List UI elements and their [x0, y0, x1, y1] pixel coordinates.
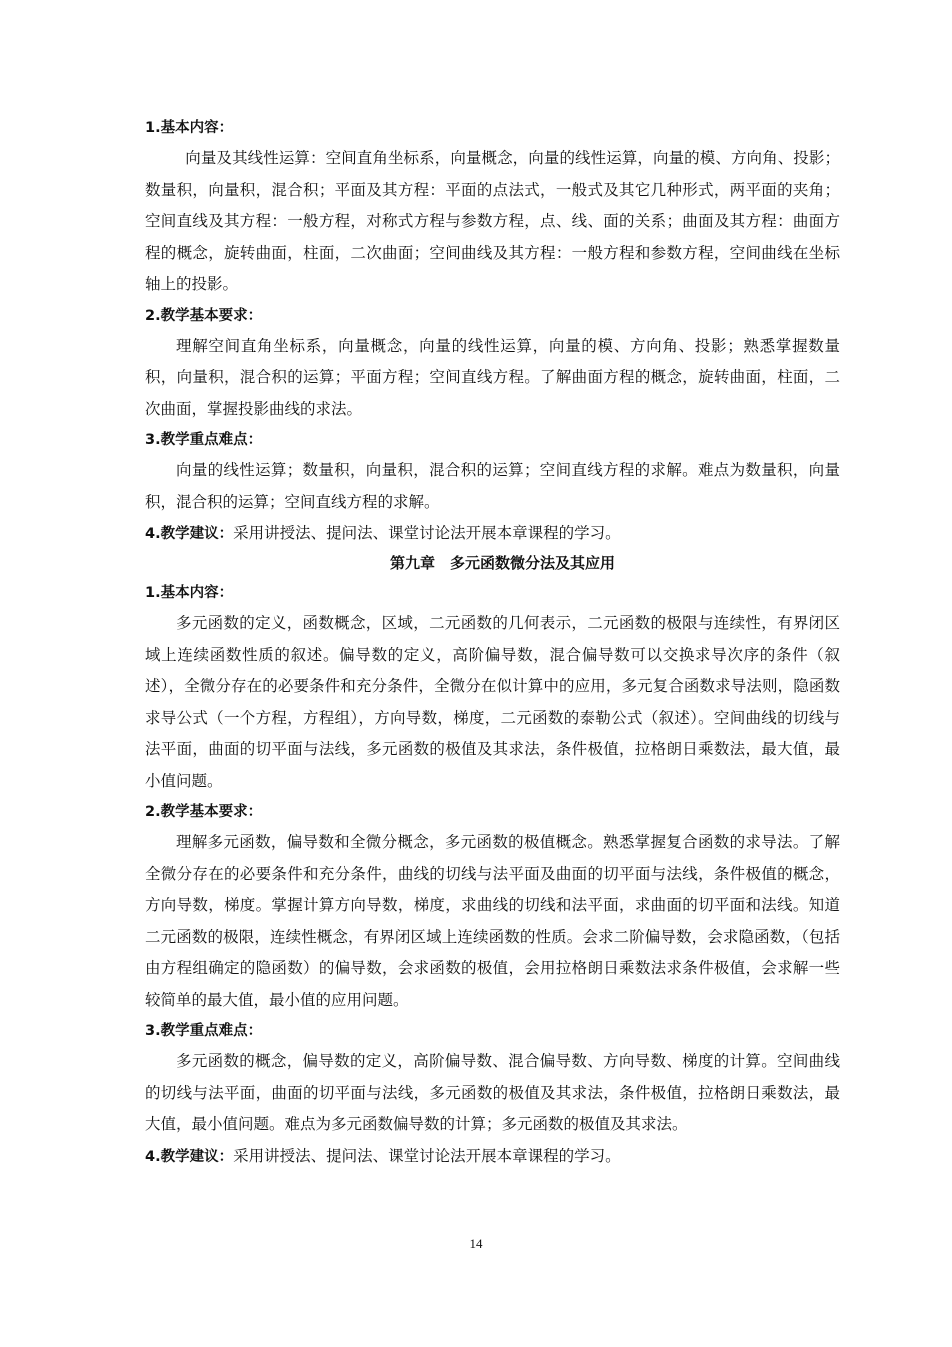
- chapter9-paragraph-teaching-requirements: 理解多元函数，偏导数和全微分概念，多元函数的极值概念。熟悉掌握复合函数的求导法。了解全微分存在的必要条件和充分条件，曲线的切线与法平面及曲面的切平面与法线，条件极值的概念，方向导数，梯度。掌握计算方向导数，梯度，求曲线的切线和法平面，求曲面的切平面和法线。知道二元函数的极限，连续性概念，有界闭区域上连续函数的性质。会求二阶偏导数，会求隐函数，（包括由方程组确定的隐函数）的偏导数，会求函数的极值，会用拉格朗日乘数法求条件极值，会求解一些较简单的最大值，最小值的应用问题。: [145, 833, 840, 1009]
- section-heading-teaching-requirements: 2.教学基本要求：: [145, 307, 263, 324]
- teaching-suggestion-line: [145, 518, 840, 548]
- section-heading-teaching-suggestion: 4.教学建议：: [145, 526, 234, 542]
- section-heading-basic-content: 1.基本内容：: [145, 120, 234, 136]
- chapter9-teaching-suggestion-text: 采用讲授法、提问法、课堂讨论法开展本章课程的学习。: [233, 1146, 621, 1165]
- paragraph-teaching-requirements: 理解空间直角坐标系，向量概念，向量的线性运算，向量的模、方向角、投影；熟悉掌握数量积，向量积，混合积的运算；平面方程；空间直线方程。了解曲面方程的概念，旋转曲面，柱面，二次曲面，掌握投影曲线的求法。: [145, 336, 840, 418]
- chapter9-heading-teaching-requirements: 2.教学基本要求：: [145, 804, 263, 820]
- chapter-title: 第九章 多元函数微分法及其应用: [389, 554, 615, 572]
- chapter9-teaching-suggestion-line: [145, 1141, 840, 1171]
- page-content: [145, 113, 840, 1171]
- paragraph-key-points: 向量的线性运算；数量积，向量积，混合积的运算；空间直线方程的求解。难点为数量积，向量积，混合积的运算；空间直线方程的求解。: [145, 461, 840, 511]
- chapter9-heading-key-points: 3.教学重点难点：: [145, 1023, 263, 1039]
- page-number: 14: [469, 1236, 483, 1251]
- chapter9-heading-basic-content: 1.基本内容：: [145, 585, 234, 601]
- chapter9-paragraph-key-points: 多元函数的概念，偏导数的定义，高阶偏导数、混合偏导数、方向导数、梯度的计算。空间曲线的切线与法平面，曲面的切平面与法线，多元函数的极值及其求法，条件极值，拉格朗日乘数法，最大值，最小值问题。难点为多元函数偏导数的计算；多元函数的极值及其求法。: [145, 1052, 840, 1133]
- chapter9-heading-teaching-suggestion: 4.教学建议：: [145, 1148, 234, 1165]
- section-heading-key-points: 3.教学重点难点：: [145, 432, 263, 448]
- teaching-suggestion-text: 采用讲授法、提问法、课堂讨论法开展本章课程的学习。: [233, 524, 621, 542]
- paragraph-basic-content: 向量及其线性运算：空间直角坐标系，向量概念，向量的线性运算，向量的模、方向角、投影；数量积，向量积，混合积；平面及其方程：平面的点法式，一般式及其它几种形式，两平面的夹角；空间直线及其方程：一般方程，对称式方程与参数方程，点、线、面的关系；曲面及其方程：曲面方程的概念，旋转曲面，柱面，二次曲面；空间曲线及其方程：一般方程和参数方程，空间曲线在坐标轴上的投影。: [145, 149, 840, 293]
- chapter9-paragraph-basic-content: 多元函数的定义，函数概念，区域，二元函数的几何表示，二元函数的极限与连续性，有界闭区域上连续函数性质的叙述。偏导数的定义，高阶偏导数，混合偏导数可以交换求导次序的条件（叙述），全微分存在的必要条件和充分条件，全微分在似计算中的应用，多元复合函数求导法则，隐函数求导公式（一个方程，方程组），方向导数，梯度，二元函数的泰勒公式（叙述）。空间曲线的切线与法平面，曲面的切平面与法线，多元函数的极值及其求法，条件极值，拉格朗日乘数法，最大值，最小值问题。: [145, 614, 840, 790]
